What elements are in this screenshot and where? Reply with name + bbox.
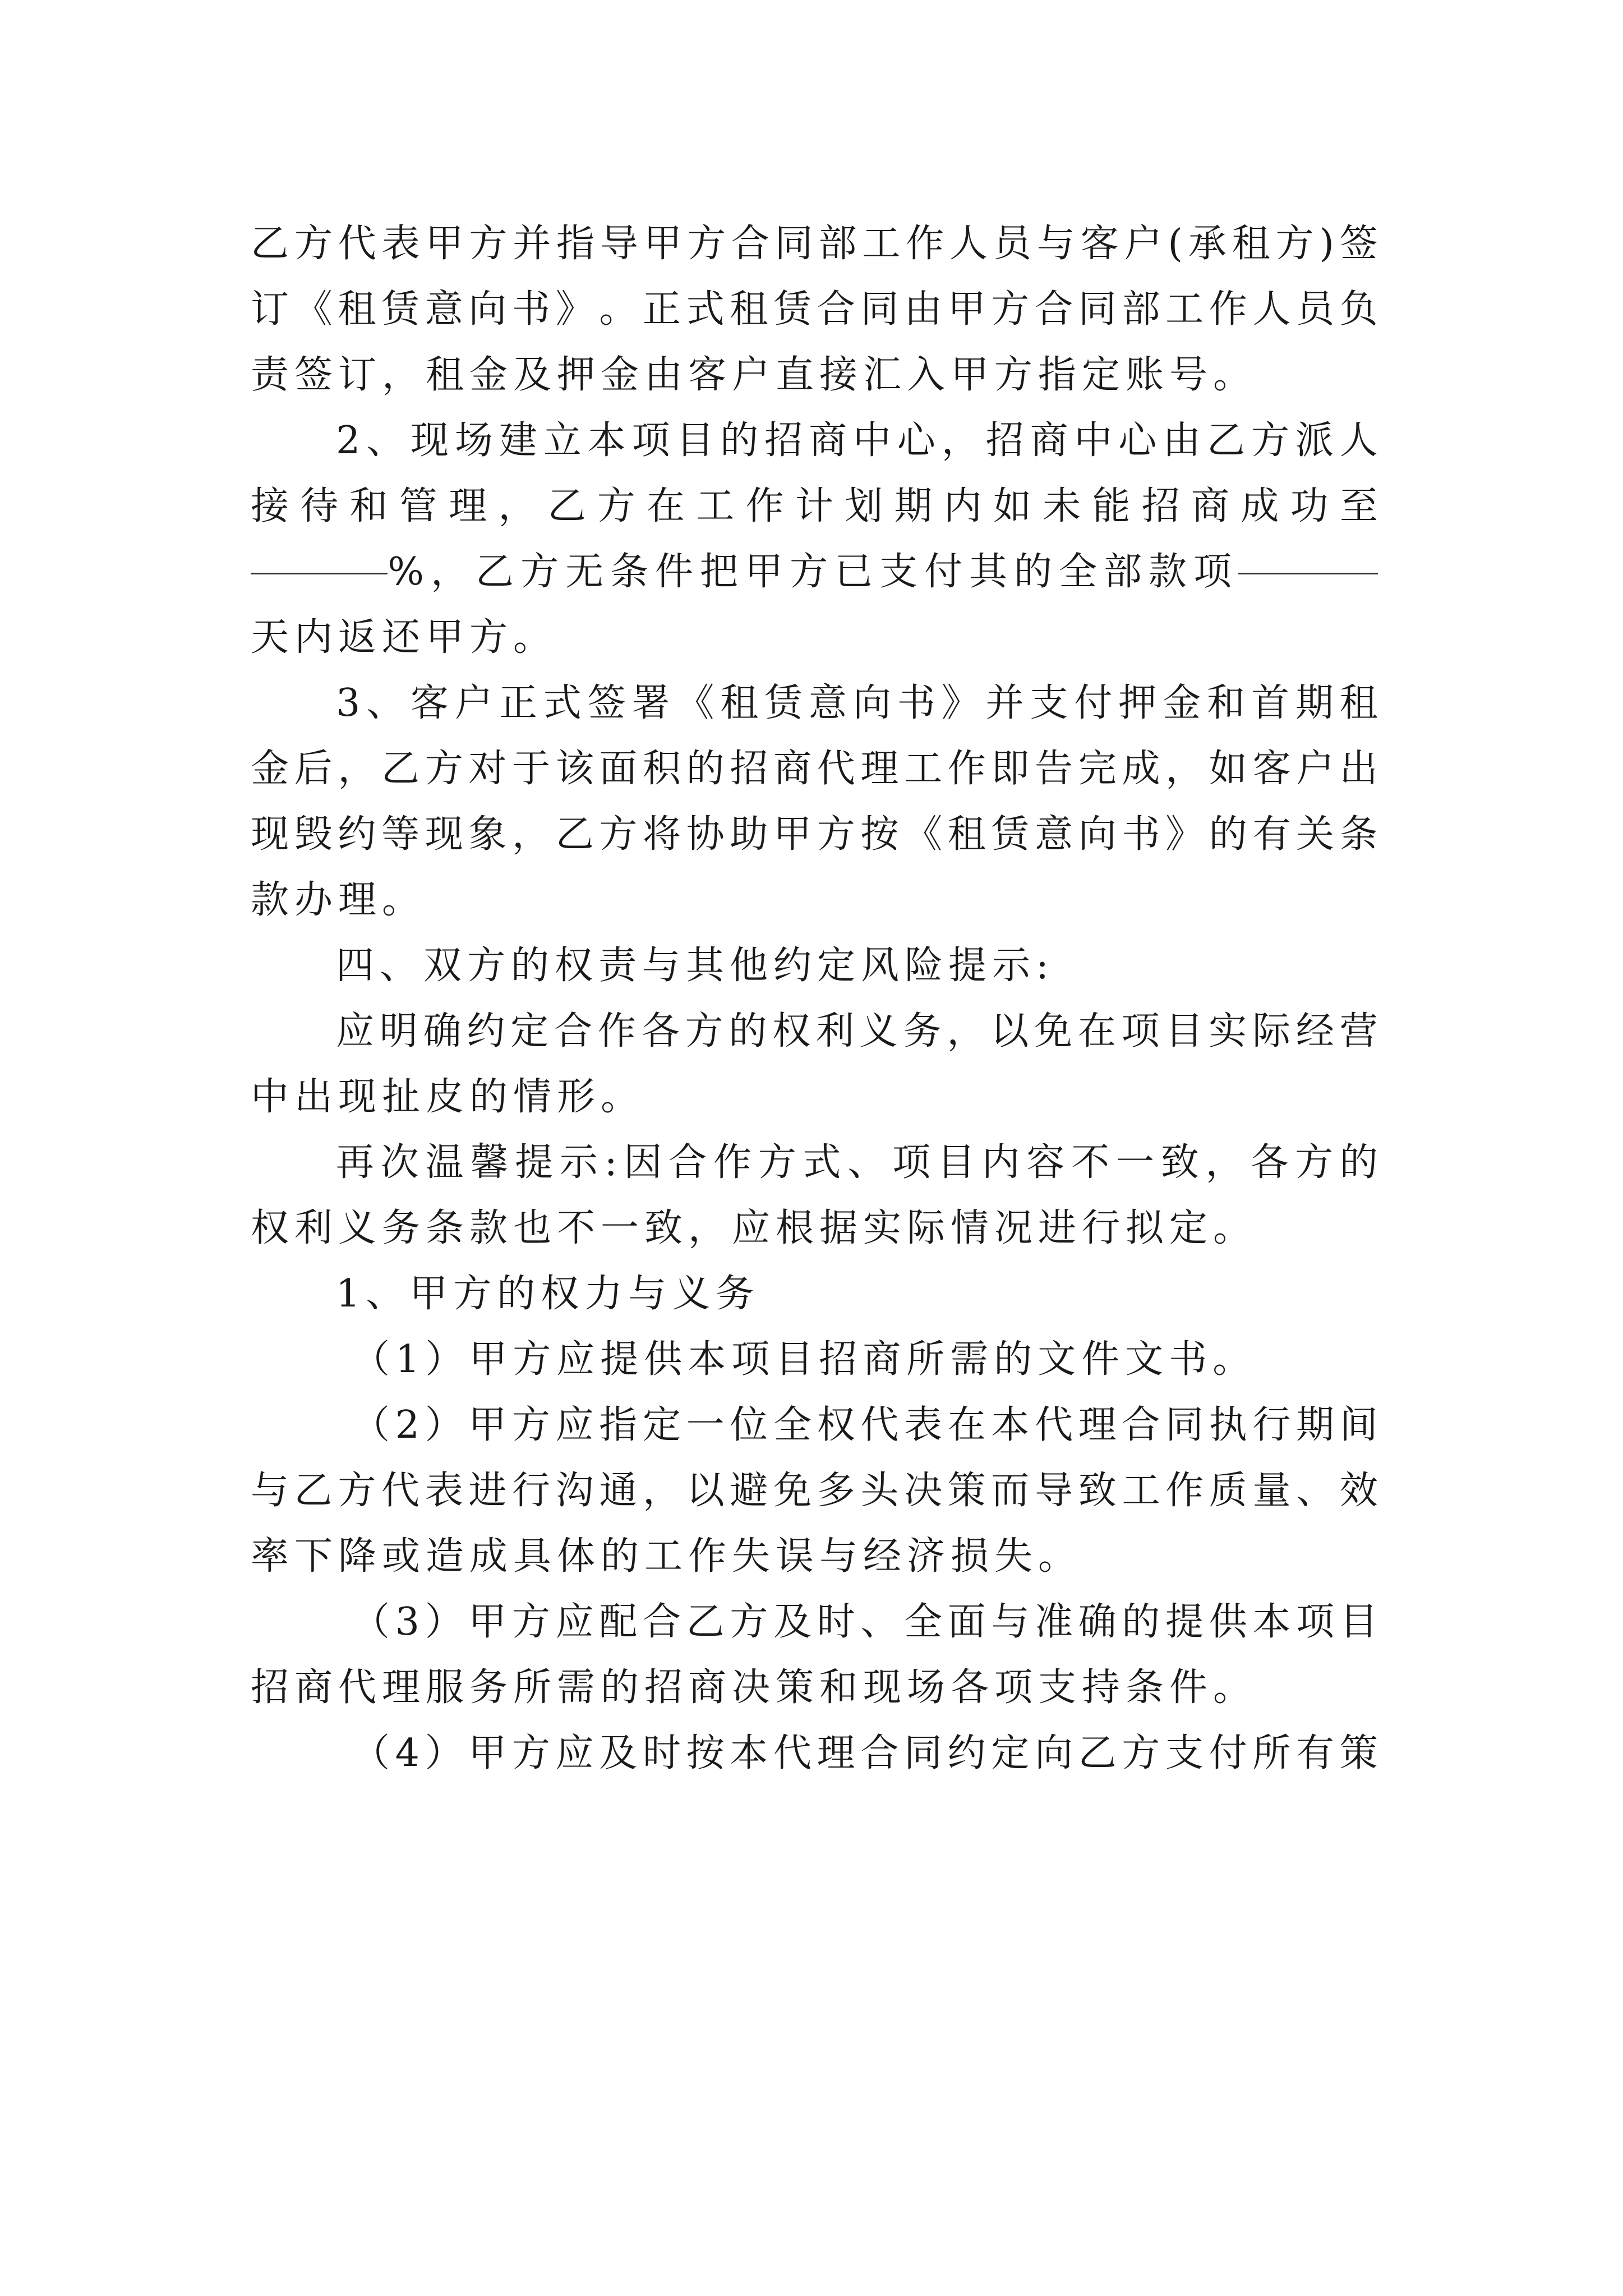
text-line: （1）甲方应提供本项目招商所需的文件文书。: [352, 1337, 1257, 1382]
text-line: 2 、 现 场 建 立 本 项 目 的 招 商 中 心 ， 招 商 中 心 由 乙 方 派 人: [336, 418, 1378, 463]
text-line: 现 毁 约 等 现 象 ， 乙 方 将 协 助 甲 方 按 《 租 赁 意 向 书 》 的 有 关 条: [251, 812, 1378, 857]
text-line: 应 明 确 约 定 合 作 各 方 的 权 利 义 务 ， 以 免 在 项 目 实 际 经 营: [336, 1009, 1378, 1053]
text-line: 3 、 客 户 正 式 签 署 《 租 赁 意 向 书 》 并 支 付 押 金 和 首 期 租: [336, 681, 1378, 725]
text-line: （ 3 ） 甲 方 应 配 合 乙 方 及 时 、 全 面 与 准 确 的 提 供 本 项 目: [352, 1600, 1378, 1644]
text-line: （ 2 ） 甲 方 应 指 定 一 位 全 权 代 表 在 本 代 理 合 同 执 行 期 间: [352, 1403, 1378, 1447]
text-line: 与 乙 方 代 表 进 行 沟 通 ， 以 避 免 多 头 决 策 而 导 致 工 作 质 量 、 效: [251, 1469, 1378, 1513]
text-line: 四、双方的权责与其他约定风险提示:: [336, 944, 1054, 988]
text-line: [251, 539, 1378, 605]
text-line: 再 次 温 馨 提 示 : 因 合 作 方 式 、 项 目 内 容 不 一 致 ， 各 方 的: [336, 1140, 1378, 1185]
text-line: 1、甲方的权力与义务: [336, 1272, 760, 1316]
text-line: 金 后 ， 乙 方 对 于 该 面 积 的 招 商 代 理 工 作 即 告 完 成 ， 如 客 户 出: [251, 747, 1378, 791]
text-line: （ 4 ） 甲 方 应 及 时 按 本 代 理 合 同 约 定 向 乙 方 支 付 所 有 策: [352, 1731, 1378, 1775]
text-line: 中出现扯皮的情形。: [251, 1075, 645, 1119]
fill-in-blank: [251, 539, 388, 574]
text-line: 订 《 租 赁 意 向 书 》 。 正 式 租 赁 合 同 由 甲 方 合 同 部 工 作 人 员 负: [251, 287, 1378, 332]
text-line: 责签订，租金及押金由客户直接汇入甲方指定账号。: [251, 353, 1257, 397]
text-segment: %，乙方无条件把甲方已支付其的全部款项: [388, 550, 1238, 594]
text-line: 招商代理服务所需的招商决策和现场各项支持条件。: [251, 1665, 1257, 1710]
text-line: 率下降或造成具体的工作失误与经济损失。: [251, 1534, 1082, 1579]
document-body: [251, 211, 1378, 1786]
fill-in-blank: [1238, 539, 1378, 574]
text-line: 天内返还甲方。: [251, 615, 557, 660]
text-line: 款办理。: [251, 878, 426, 922]
text-line: 权利义务条款也不一致，应根据实际情况进行拟定。: [251, 1206, 1257, 1250]
text-line: 接 待 和 管 理 ， 乙 方 在 工 作 计 划 期 内 如 未 能 招 商 成 功 至: [251, 484, 1378, 528]
text-line: 乙 方 代 表 甲 方 并 指 导 甲 方 合 同 部 工 作 人 员 与 客 户 ( 承 租 方 ) 签: [251, 222, 1378, 266]
